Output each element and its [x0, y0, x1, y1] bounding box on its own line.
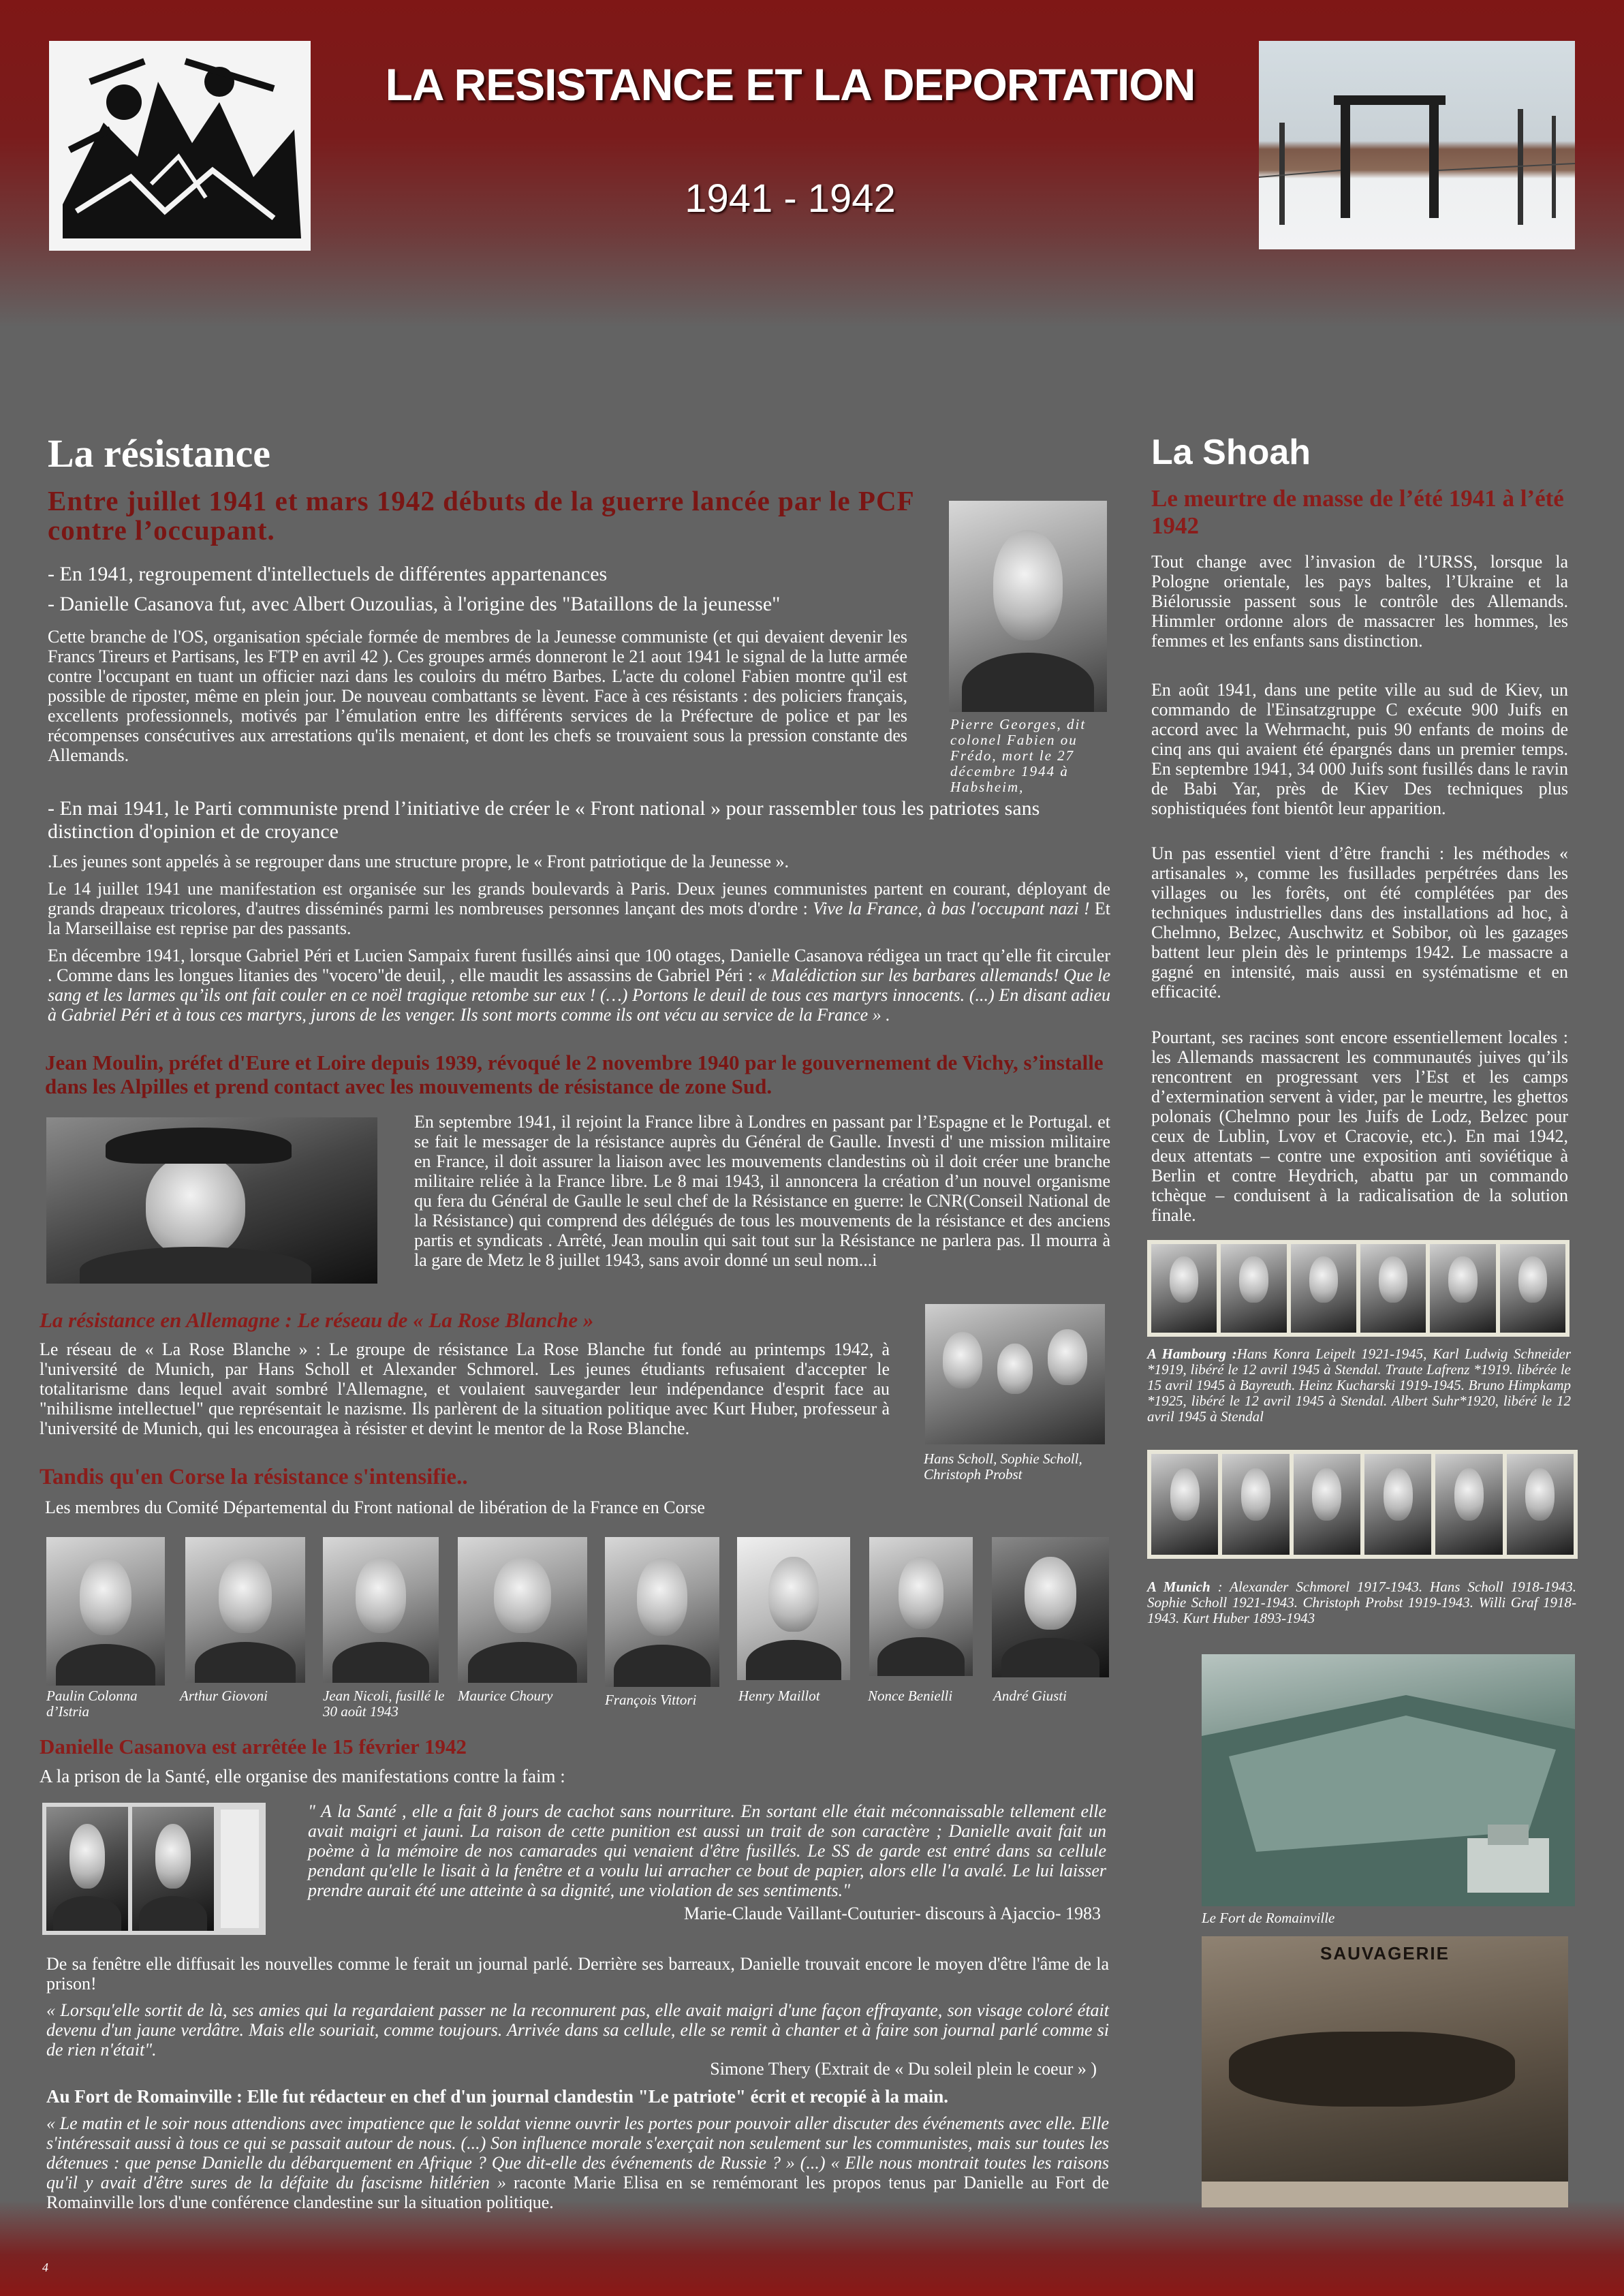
- header-woodcut-image: [49, 41, 311, 251]
- corse-member-name-8: André Giusti: [993, 1688, 1067, 1704]
- munich-caption: [1147, 1579, 1576, 1626]
- fenetre-source: Simone Thery (Extrait de « Du soleil plein le coeur » ): [710, 2059, 1097, 2079]
- munich-photo: [1364, 1454, 1431, 1555]
- bullet-intellectuels: - En 1941, regroupement d'intellectuels de différentes appartenances: [48, 563, 608, 585]
- bullet-casanova: - Danielle Casanova fut, avec Albert Ouzoulias, à l'origine des "Bataillons de la jeunesse": [48, 593, 781, 615]
- casanova-quote: " A la Santé , elle a fait 8 jours de cachot sans nourriture. En sortant elle était méconnaissable tellement elle avait maigri et jauni. La raison de cette punition est aussi un trait de son caractère ; Danielle avait fait un poème à la mémoire de nos camarades qui venaient d'être fusillés. Le SS de garde est entré dans sa cellule pendant qu'elle le lisait à la fenêtre et a voulu lui arracher ce bout de papier, alors elle l'a avalé. Le lui laisser prendre aurait été une atteinte à sa dignité, une violation de ses sentiments.": [308, 1801, 1106, 1900]
- page-title: LA RESISTANCE ET LA DEPORTATION: [385, 59, 1196, 110]
- resistance-heading: La résistance: [48, 431, 270, 476]
- shoah-paragraph-1: Tout change avec l’invasion de l’URSS, lorsque la Pologne orientale, les pays baltes, l’Ukraine et la Biélorussie passent sous le contrôle des Allemands. Himmler ordonne alors de massacrer les hommes, les femmes et les enfants sans distinction.: [1151, 552, 1568, 651]
- munich-label: A Munich: [1147, 1579, 1211, 1595]
- decembre-text: En décembre 1941, lorsque Gabriel Péri et Lucien Sampaix furent fusillés ainsi que 100 otages, Danielle Casanova rédigea un tract qu’elle fit circuler . Comme dans les longues litanies des "vocero"de deuil, , elle maudit les assassins de Gabriel Péri :: [48, 946, 1110, 985]
- bullet-front-national: - En mai 1941, le Parti communiste prend l’initiative de créer le « Front national » pour rassembler tous les patriotes sans distinction d'opinion et de croyance: [48, 797, 1040, 843]
- romainville-end: raconte Marie Elisa en se remémorant les propos tenus par Danielle au Fort de Romainville lors d'une conférence clandestine sur la situation politique.: [46, 2173, 1109, 2212]
- hambourg-photo: [1151, 1244, 1217, 1333]
- casanova-intro: A la prison de la Santé, elle organise des manifestations contre la faim :: [40, 1766, 565, 1786]
- corse-member-photo-8: [992, 1537, 1109, 1677]
- hambourg-label: A Hambourg :: [1147, 1346, 1237, 1362]
- moulin-paragraph: En septembre 1941, il rejoint la France libre à Londres en passant par l’Espagne et le Portugal. et se fait le messager de la résistance auprès du Général de Gaulle. Investi d' une mission militaire en France, il doit assurer la liaison avec les mouvements clandestins où il doit créer une branche militaire reliée à la France libre. Le 8 mai 1943, il annoncera la création d’un nouvel organisme qu fera du Général de Gaulle le seul chef de la Résistance en guerre: le CNR(Conseil National de la Résistance) qui comprend des délégués de tous les mouvements de la résistance et des anciens partis et syndicats . Arrêté, Jean moulin qui sait tout sur la Résistance ne parlera pas. Il mourra à la gare de Metz le 8 juillet 1943, sans avoir donné un seul nom...i: [414, 1112, 1110, 1270]
- shoah-heading: La Shoah: [1151, 433, 1311, 472]
- corse-member-name-1: Paulin Colonna d’Istria: [46, 1688, 138, 1720]
- romainville-paragraph: [46, 2113, 1109, 2212]
- shoah-subheading: Le meurtre de masse de l’été 1941 à l’été 1942: [1151, 485, 1564, 539]
- fabien-caption: Pierre Georges, dit colonel Fabien ou Frédo, mort le 27 décembre 1944 à Habsheim,: [950, 716, 1087, 795]
- corse-member-photo-6: [737, 1537, 850, 1680]
- romainville-heading: Au Fort de Romainville : Elle fut rédacteur en chef d'un journal clandestin "Le patriote" écrit et recopié à la main.: [46, 2086, 949, 2107]
- corse-member-photo-4: [458, 1537, 587, 1683]
- hambourg-photo: [1221, 1244, 1286, 1333]
- hambourg-photo-strip: [1147, 1240, 1570, 1337]
- hambourg-photo: [1430, 1244, 1495, 1333]
- decembre-paragraph: [48, 946, 1110, 1025]
- corse-member-photo-7: [869, 1537, 973, 1676]
- 14-juillet-slogan: Vive la France, à bas l'occupant nazi !: [813, 899, 1090, 918]
- corse-member-photo-2: [185, 1537, 305, 1683]
- page-dates: 1941 - 1942: [685, 176, 896, 221]
- fenetre-quote: « Lorsqu'elle sortit de là, ses amies qui la regardaient passer ne la reconnurent pas, elle avait maigri d'une façon effrayante, son visage coloré était devenu d'un jaune verdâtre. Mais elle souriait, comme toujours. Arrivée dans sa cellule, elle se remit à chanter et à faire son journal parlé comme si de rien n'était".: [46, 2000, 1109, 2060]
- romainville-quote: « Le matin et le soir nous attendions avec impatience que le soldat vienne ouvrir les portes pour pouvoir aller discuter des événements avec elle. Elle s'intéressait aussi à tous ce qui se passait autour de nous. (...) Son influence morale s'exerçait non seulement sur les communistes, mais sur toutes les détenues : que pense Danielle du débarquement en Afrique ? Que dit-elle des événements de Russie ? » (...) « Elle nous montrait toutes les raisons qu'il y avait d'être sures de la défaite du fascisme hitlérien »: [46, 2113, 1109, 2192]
- fort-romainville-photo: [1202, 1654, 1575, 1906]
- shoah-paragraph-2: En août 1941, dans une petite ville au sud de Kiev, un commando de l'Einsatzgruppe C exécute 900 Juifs en accord avec la Wehrmacht, puis 90 enfants de moins de cinq ans qui avaient été épargnés dans un premier temps. En septembre 1941, 34 000 Juifs sont fusillés dans le ravin de Babi Yar, près de Kiev Des techniques plus sophistiquées font bientôt leur apparition.: [1151, 680, 1568, 818]
- corse-member-name-3: Jean Nicoli, fusillé le 30 août 1943: [323, 1688, 445, 1720]
- hambourg-photo: [1500, 1244, 1565, 1333]
- corse-member-photo-1: [46, 1537, 165, 1686]
- footer-band: [0, 2201, 1624, 2296]
- 14-juillet-text: Le 14 juillet 1941 une manifestation est organisée sur les grands boulevards à Paris. Deux jeunes communistes partent en courant, déployant de grands drapeaux tricolores, d'autres disséminés parmi les nombreuses personnes lançant des mots d'ordre :: [48, 879, 1110, 918]
- hambourg-caption: [1147, 1346, 1571, 1425]
- rose-blanche-photo: [925, 1304, 1105, 1444]
- decembre-quote: « Malédiction sur les barbares allemands! Que le sang et les larmes qu’ils ont fait couler en ce noël tragique retombe sur eux ! (…) Portons le deuil de tous ces martyrs innocents. (...) En disant adieu à Gabriel Péri et à tous ces martyrs, jurons de les venger. Ils sont morts comme ils ont vécu au service de la France » .: [48, 965, 1110, 1025]
- sauvagerie-title: SAUVAGERIE: [1320, 1943, 1450, 1964]
- munich-photo: [1151, 1454, 1218, 1555]
- jean-moulin-portrait: [46, 1117, 377, 1284]
- hambourg-photo: [1360, 1244, 1426, 1333]
- moulin-heading: Jean Moulin, préfet d'Eure et Loire depuis 1939, révoqué le 2 novembre 1940 par le gouvernement de Vichy, s’installe dans les Alpilles et prend contact avec les mouvements de résistance de zone Sud.: [45, 1051, 1104, 1098]
- 14-juillet-end: Et la Marseillaise est reprise par des passants.: [48, 899, 1111, 938]
- resistance-subheading: Entre juillet 1941 et mars 1942 débuts de la guerre lancée par le PCF contre l’occupant.: [48, 485, 914, 546]
- hambourg-photo: [1291, 1244, 1356, 1333]
- corse-member-name-4: Maurice Choury: [458, 1688, 553, 1704]
- rose-blanche-caption: Hans Scholl, Sophie Scholl, Christoph Probst: [924, 1450, 1082, 1483]
- hambourg-text: Hans Konra Leipelt 1921-1945, Karl Ludwig Schneider *1919, libéré le 12 avril 1945 à Stendal. Traute Lafrenz *1919. libérée le 15 avril 1945 à Bayreuth. Heinz Kucharski 1919-1945. Bruno Himpkamp *1925, libéré le 12 avril 1945 à Stendal. Albert Suhr*1920, libéré le 12 avril 1945 à Stendal: [1147, 1346, 1571, 1425]
- corse-member-photo-3: [323, 1537, 439, 1683]
- munich-photo: [1435, 1454, 1502, 1555]
- sauvagerie-clipping: [1202, 1936, 1568, 2207]
- corse-member-name-6: Henry Maillot: [738, 1688, 820, 1704]
- corse-member-name-2: Arthur Giovoni: [180, 1688, 268, 1704]
- header-camp-gate-image: [1259, 41, 1575, 249]
- casanova-quote-source: Marie-Claude Vaillant-Couturier- discours à Ajaccio- 1983: [684, 1904, 1101, 1923]
- rose-blanche-heading: La résistance en Allemagne : Le réseau de « La Rose Blanche »: [40, 1308, 594, 1332]
- corse-member-name-5: François Vittori: [605, 1692, 697, 1708]
- os-paragraph: Cette branche de l'OS, organisation spéciale formée de membres de la Jeunesse communiste (et qui devaient devenir les Francs Tireurs et Partisans, les FTP en avril 42 ). Ces groupes armés donneront le 21 aout 1941 le signal de la lutte armée contre l'occupant en tuant un officier nazi dans les couloirs du métro Barbes. L'acte du colonel Fabien montre qu'il est possible de riposter, même en plein jour. De nouveau combattants se lèvent. Face à ces résistants : des policiers français, excellents professionnels, motivés par l’émulation entre les différents services de la Préfecture de police et par les récompenses consécutives aux arrestations qu'ils menaient, et dont les chefs se trouvaient sous la pression constante des Allemands.: [48, 627, 907, 765]
- corse-heading: Tandis qu'en Corse la résistance s'intensifie..: [40, 1465, 468, 1489]
- corse-member-photo-5: [605, 1537, 719, 1687]
- 14-juillet-paragraph: [48, 879, 1110, 938]
- rose-blanche-paragraph: Le réseau de « La Rose Blanche » : Le groupe de résistance La Rose Blanche fut fondé au printemps 1942, à l'université de Munich, par Hans Scholl et Alexander Schmorel. Les jeunes étudiants refusaient d'accepter le totalitarisme dans lequel avait sombré l'Allemagne, et voulaient sauvegarder leur indépendance d'esprit face au "nihilisme intellectuel" que représentait le nazisme. Ils parlèrent de la situation politique avec Kurt Huber, professeur à l'université de Munich, qui les encouragea à résister et devint le mentor de la Rose Blanche.: [40, 1339, 890, 1438]
- munich-text: : Alexander Schmorel 1917-1943. Hans Scholl 1918-1943. Sophie Scholl 1921-1943. Christoph Probst 1919-1943. Willi Graf 1918-1943. Kurt Huber 1893-1943: [1147, 1579, 1576, 1626]
- fort-romainville-caption: Le Fort de Romainville: [1202, 1910, 1335, 1926]
- fenetre-paragraph: De sa fenêtre elle diffusait les nouvelles comme le ferait un journal parlé. Derrière ses barreaux, Danielle trouvait encore le moyen d'être l'âme de la prison!: [46, 1954, 1109, 1994]
- shoah-paragraph-4: Pourtant, ses racines sont encore essentiellement locales : les Allemands massacrent les communautés juives qu’ils rencontrent en progressant vers l’Est et les camps d’extermination servent à vider, par le meurtre, les ghettos polonais (Chelmno pour les Juifs de Lodz, Belzec pour ceux de Lublin, Lvov et Cracovie, etc.). En mai 1942, deux attentats – contre une exposition anti soviétique à Berlin et contre Heydrich, abattu par un commando tchèque – conduisent à la radicalisation de la solution finale.: [1151, 1027, 1568, 1225]
- munich-photo: [1222, 1454, 1289, 1555]
- corse-intro: Les membres du Comité Départemental du Front national de libération de la France en Corse: [45, 1498, 705, 1517]
- page-number: 4: [42, 2261, 48, 2274]
- munich-photo: [1294, 1454, 1360, 1555]
- fabien-portrait: [949, 501, 1107, 712]
- munich-photo-strip: [1147, 1450, 1578, 1559]
- casanova-heading: Danielle Casanova est arrêtée le 15 février 1942: [40, 1735, 467, 1758]
- casanova-mugshot: [42, 1803, 266, 1935]
- shoah-paragraph-3: Un pas essentiel vient d’être franchi : les méthodes « artisanales », comme les fusillades perpétrées dans les villages ou les forêts, ont été complétées par des techniques industrielles dans des installations ad hoc, à Chelmno, Belzec, Auschwitz et Sobibor, où les gazages battent leur plein dès le printemps 1942. Le massacre a gagné en intensité, mais aussi en systématisme et en efficacité.: [1151, 843, 1568, 1002]
- corse-member-name-7: Nonce Benielli: [868, 1688, 953, 1704]
- munich-photo: [1507, 1454, 1574, 1555]
- jeunes-paragraph: .Les jeunes sont appelés à se regrouper dans une structure propre, le « Front patriotique de la Jeunesse ».: [48, 852, 790, 871]
